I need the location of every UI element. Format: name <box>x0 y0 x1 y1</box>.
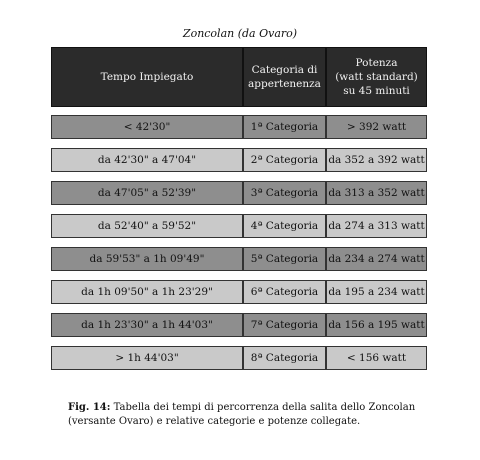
table-row <box>51 247 427 271</box>
tempo-cell: da 52'40" a 59'52" <box>51 214 243 238</box>
potenza-cell: > 392 watt <box>326 115 427 139</box>
table-header <box>51 47 427 107</box>
tempo-cell: < 42'30" <box>51 115 243 139</box>
table-row <box>51 214 427 238</box>
table-row <box>51 280 427 304</box>
categoria-cell: 2ª Categoria <box>243 148 326 172</box>
tempo-cell: da 59'53" a 1h 09'49" <box>51 247 243 271</box>
header-potenza: Potenza (watt standard) su 45 minuti <box>326 47 427 107</box>
figure-caption <box>68 401 428 429</box>
table-row <box>51 313 427 337</box>
categoria-cell: 4ª Categoria <box>243 214 326 238</box>
potenza-cell: da 352 a 392 watt <box>326 148 427 172</box>
table-row <box>51 346 427 370</box>
categoria-cell: 7ª Categoria <box>243 313 326 337</box>
tempo-cell: da 42'30" a 47'04" <box>51 148 243 172</box>
table-title: Zoncolan (da Ovaro) <box>182 27 298 40</box>
tempo-cell: da 1h 23'30" a 1h 44'03" <box>51 313 243 337</box>
tempo-cell: > 1h 44'03" <box>51 346 243 370</box>
header-categoria: Categoria di appertenenza <box>243 47 326 107</box>
caption-text: Tabella dei tempi di percorrenza della salita dello Zoncolan (versante Ovaro) e relative categorie e potenze collegate. <box>68 402 416 427</box>
tempo-cell: da 1h 09'50" a 1h 23'29" <box>51 280 243 304</box>
header-tempo: Tempo Impiegato <box>51 47 243 107</box>
categoria-cell: 3ª Categoria <box>243 181 326 205</box>
categoria-cell: 6ª Categoria <box>243 280 326 304</box>
potenza-cell: da 195 a 234 watt <box>326 280 427 304</box>
table-row <box>51 181 427 205</box>
potenza-cell: da 313 a 352 watt <box>326 181 427 205</box>
potenza-cell: da 234 a 274 watt <box>326 247 427 271</box>
categoria-cell: 8ª Categoria <box>243 346 326 370</box>
potenza-cell: da 274 a 313 watt <box>326 214 427 238</box>
tempo-cell: da 47'05" a 52'39" <box>51 181 243 205</box>
table-row <box>51 148 427 172</box>
categoria-cell: 5ª Categoria <box>243 247 326 271</box>
potenza-cell: < 156 watt <box>326 346 427 370</box>
potenza-cell: da 156 a 195 watt <box>326 313 427 337</box>
caption-label: Fig. 14: <box>68 402 111 413</box>
table-row <box>51 115 427 139</box>
categoria-cell: 1ª Categoria <box>243 115 326 139</box>
